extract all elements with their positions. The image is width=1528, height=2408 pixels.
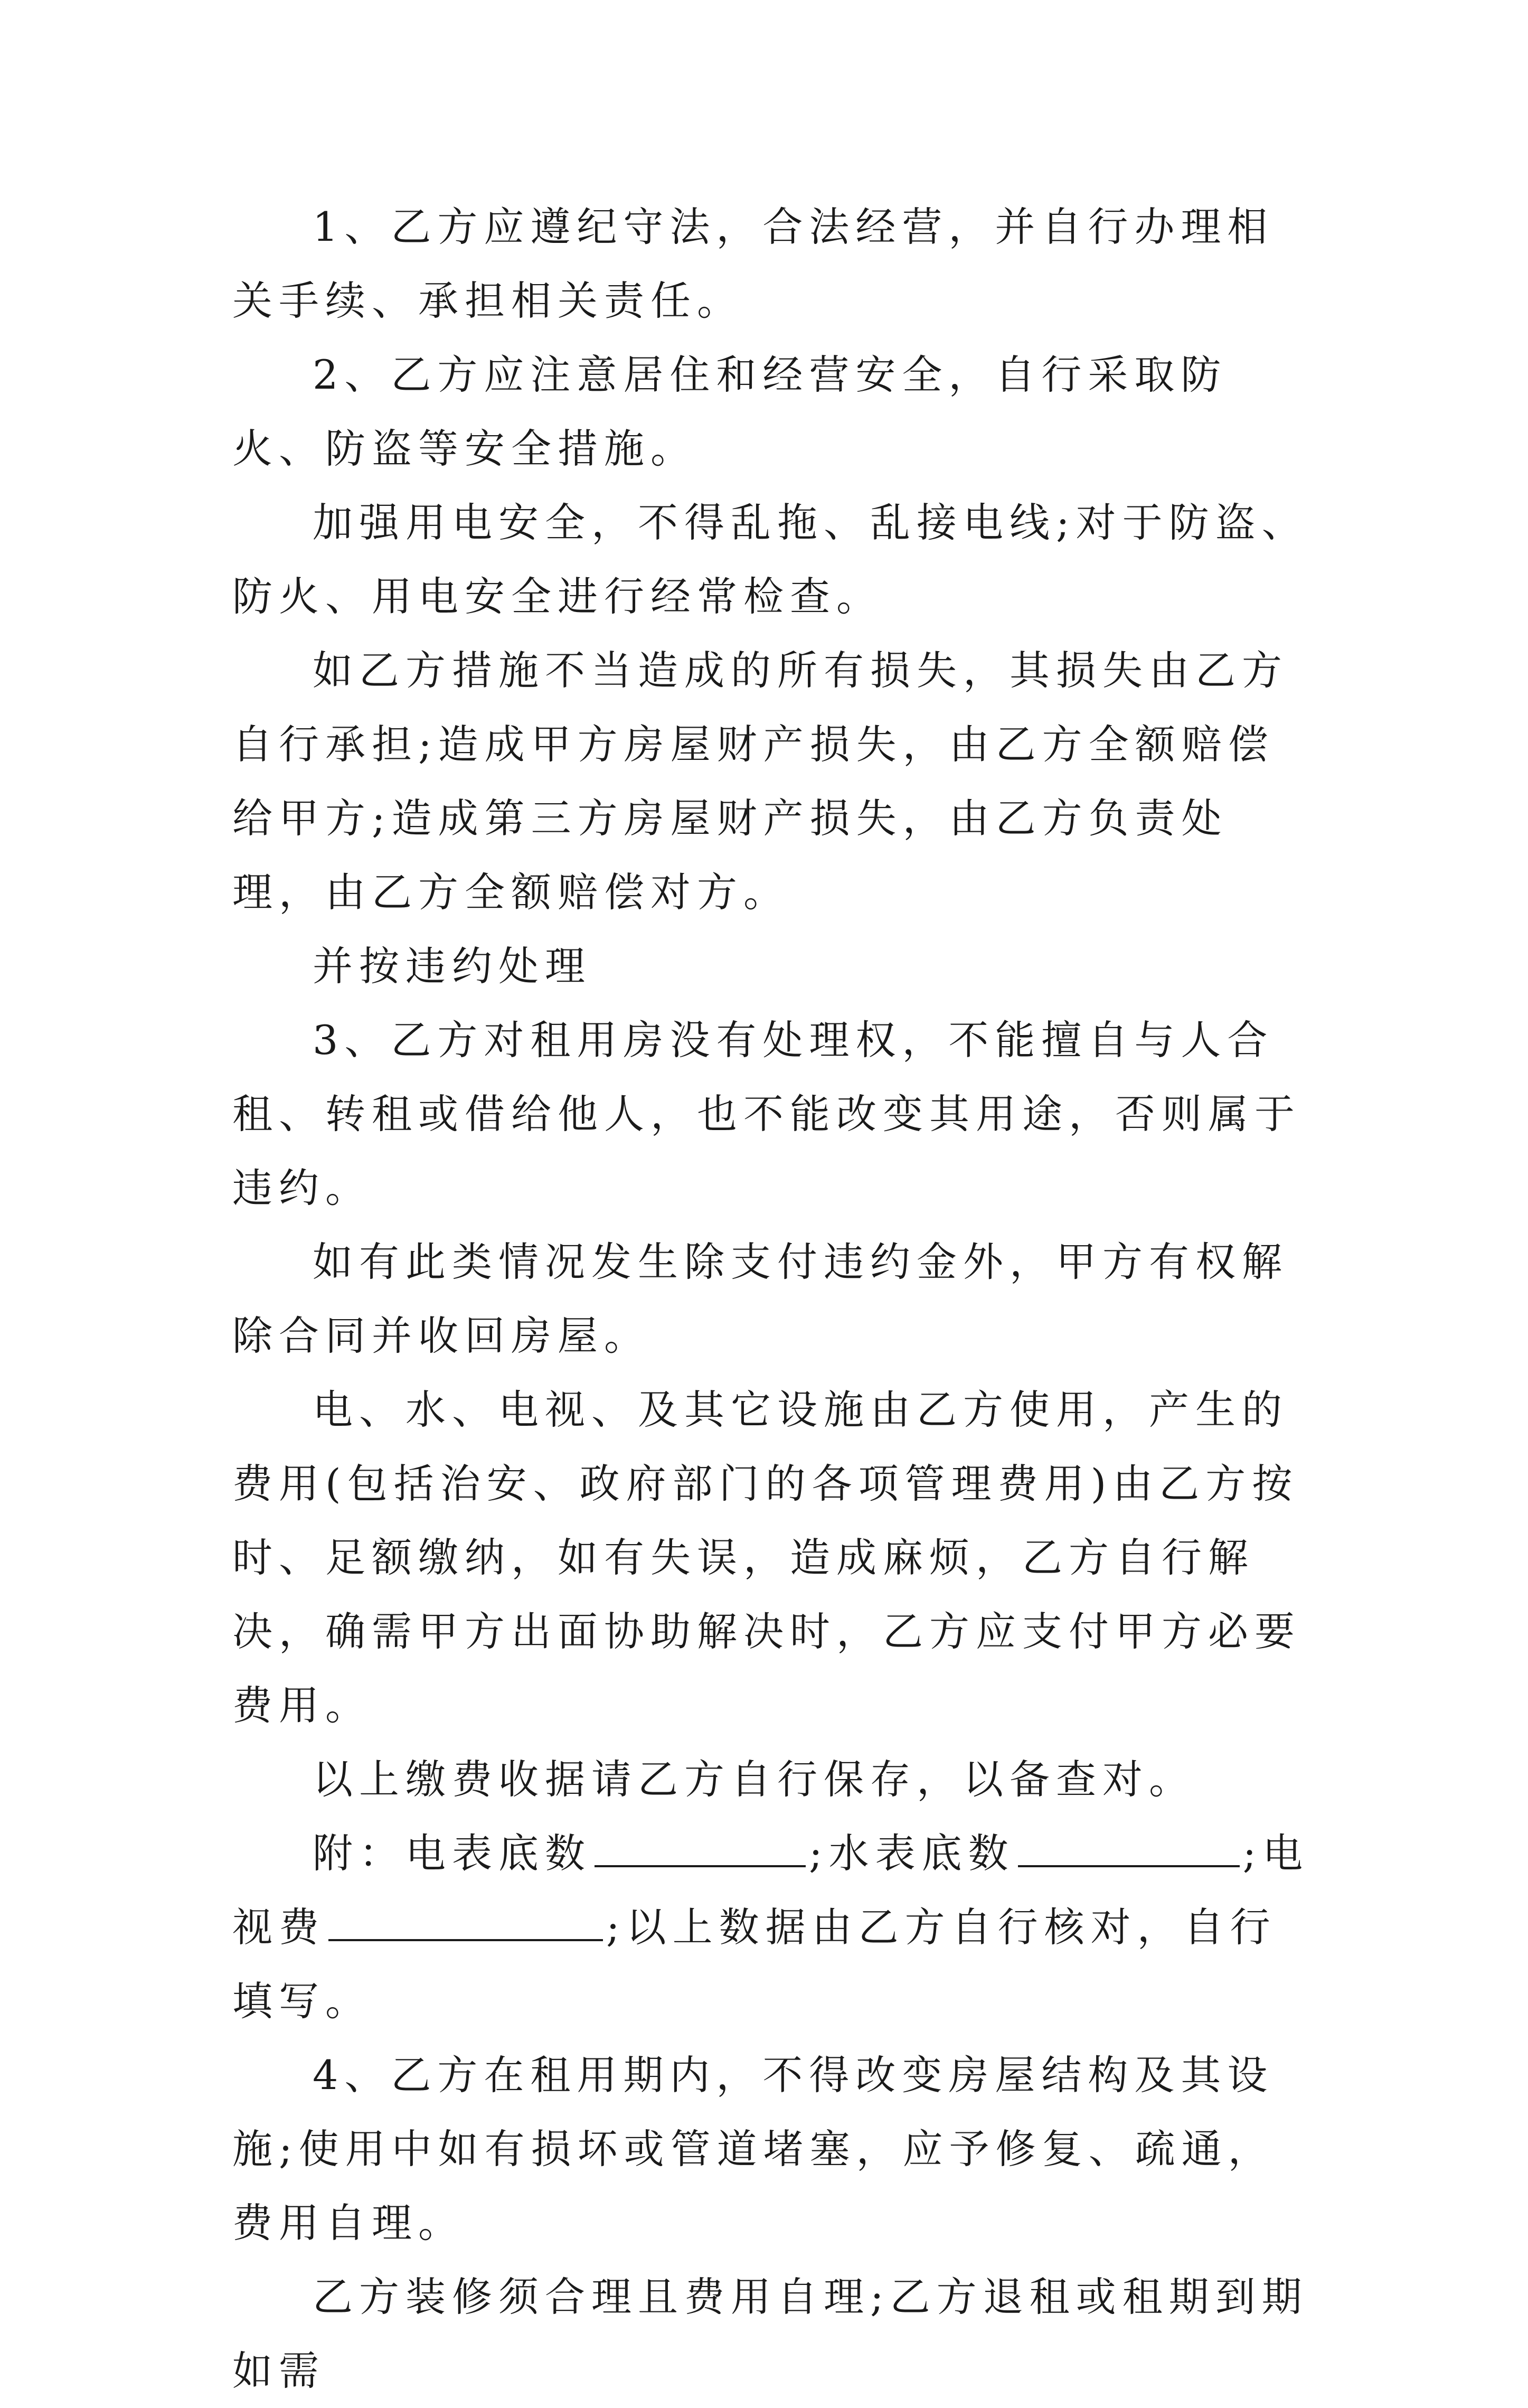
clause-1-paragraph: 1、乙方应遵纪守法，合法经营，并自行办理相关手续、承担相关责任。 [232, 203, 1274, 324]
tv-fee-blank [328, 1899, 603, 1941]
electric-meter-blank [595, 1825, 806, 1867]
contract-body [232, 190, 1309, 2408]
termination-paragraph: 如有此类情况发生除支付违约金外，甲方有权解除合同并收回房屋。 [232, 1238, 1288, 1359]
electric-safety-paragraph: 加强用电安全，不得乱拖、乱接电线;对于防盗、防火、用电安全进行经常检查。 [232, 499, 1308, 620]
meter-readings-paragraph [232, 1817, 1309, 2038]
breach-note-paragraph: 并按违约处理 [313, 943, 591, 990]
meter-note-text: ;以上数据由乙方自行核对，自行填写。 [232, 1904, 1277, 2025]
electric-meter-label: 附：电表底数 [313, 1830, 591, 1877]
water-meter-blank [1018, 1825, 1240, 1867]
clause-4-paragraph: 4、乙方在租用期内，不得改变房屋结构及其设施;使用中如有损坏或管道堵塞，应予修复、疏通，费用自理。 [232, 2052, 1275, 2246]
clause-3-paragraph: 3、乙方对租用房没有处理权，不能擅自与人合租、转租或借给他人，也不能改变其用途，否则属于违约。 [232, 1017, 1301, 1211]
renovation-paragraph: 乙方装修须合理且费用自理;乙方退租或租期到期如需 [232, 2273, 1308, 2394]
loss-liability-paragraph: 如乙方措施不当造成的所有损失，其损失由乙方自行承担;造成甲方房屋财产损失，由乙方全额赔偿给甲方;造成第三方房屋财产损失，由乙方负责处理，由乙方全额赔偿对方。 [232, 647, 1288, 916]
tv-fee-label: ;电视费 [232, 1830, 1309, 1951]
water-meter-label: ;水表底数 [809, 1830, 1015, 1877]
receipts-paragraph: 以上缴费收据请乙方自行保存，以备查对。 [313, 1756, 1195, 1803]
utilities-fees-paragraph: 电、水、电视、及其它设施由乙方使用，产生的费用(包括治安、政府部门的各项管理费用)由乙方按时、足额缴纳，如有失误，造成麻烦，乙方自行解决，确需甲方出面协助解决时，乙方应支付甲方必要费用。 [232, 1386, 1301, 1729]
clause-2-paragraph: 2、乙方应注意居住和经营安全，自行采取防火、防盗等安全措施。 [232, 351, 1228, 472]
